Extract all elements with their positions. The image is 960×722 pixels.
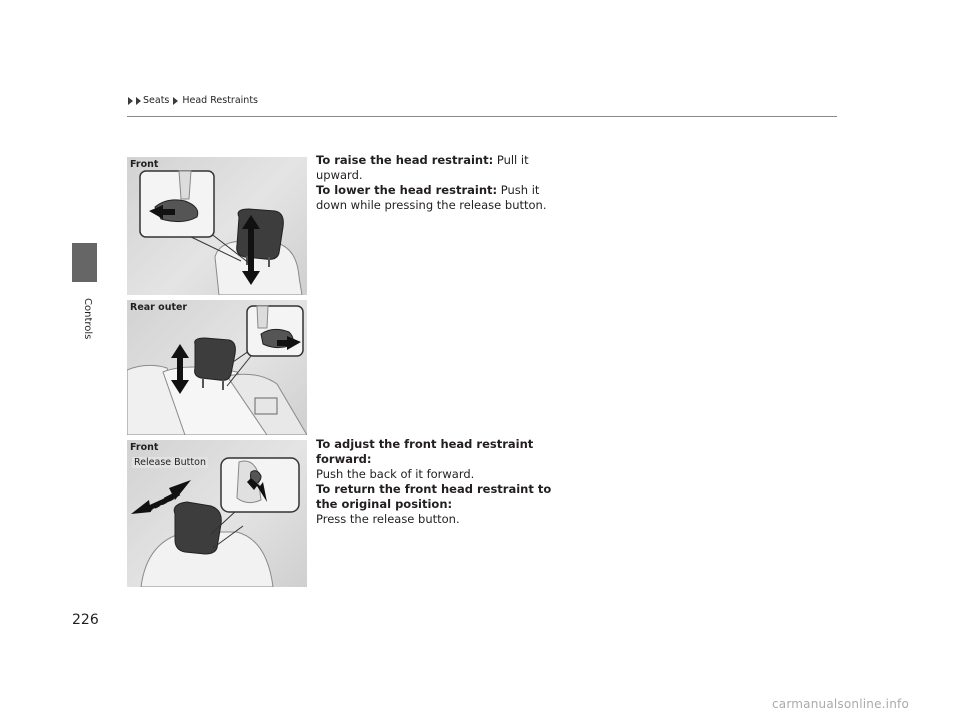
- figure-label: Front: [130, 442, 159, 453]
- breadcrumb-item-seats[interactable]: Seats: [143, 95, 170, 106]
- figure-rear-outer: [127, 300, 307, 435]
- raise-instruction: [316, 153, 566, 183]
- adjust-text: Push the back of it forward.: [316, 467, 475, 481]
- lower-heading: To lower the head restraint:: [316, 183, 498, 197]
- raise-heading: To raise the head restraint:: [316, 153, 494, 167]
- page-number: 226: [72, 612, 99, 628]
- adjust-return-instructions: [316, 437, 566, 527]
- triangle-icon: [136, 97, 141, 105]
- return-text: Press the release button.: [316, 512, 460, 526]
- rear-seat-illustration: [127, 300, 307, 435]
- figure-label: Rear outer: [130, 302, 188, 313]
- raise-lower-instructions: [316, 153, 566, 213]
- breadcrumb-item-head-restraints[interactable]: Head Restraints: [182, 95, 258, 106]
- triangle-icon: [173, 97, 178, 105]
- side-tab-marker: [72, 243, 97, 282]
- adjust-heading: To adjust the front head restraint forward:: [316, 437, 534, 466]
- figure-label: Front: [130, 159, 159, 170]
- raise-text: Pull it upward.: [316, 153, 529, 182]
- return-heading: To return the front head restraint to the original position:: [316, 482, 552, 511]
- watermark: carmanualsonline.info: [772, 697, 909, 711]
- release-button-callout: Release Button: [134, 457, 206, 468]
- side-tab-label: Controls: [82, 298, 93, 340]
- figure-front-raise-lower: [127, 157, 307, 295]
- header-rule: [127, 116, 837, 117]
- breadcrumb: [128, 95, 258, 106]
- front-seat-illustration: [127, 157, 307, 295]
- lower-instruction: [316, 183, 566, 213]
- lower-text: Push it down while pressing the release button.: [316, 183, 547, 212]
- figure-front-release-button: [127, 440, 307, 587]
- triangle-icon: [128, 97, 133, 105]
